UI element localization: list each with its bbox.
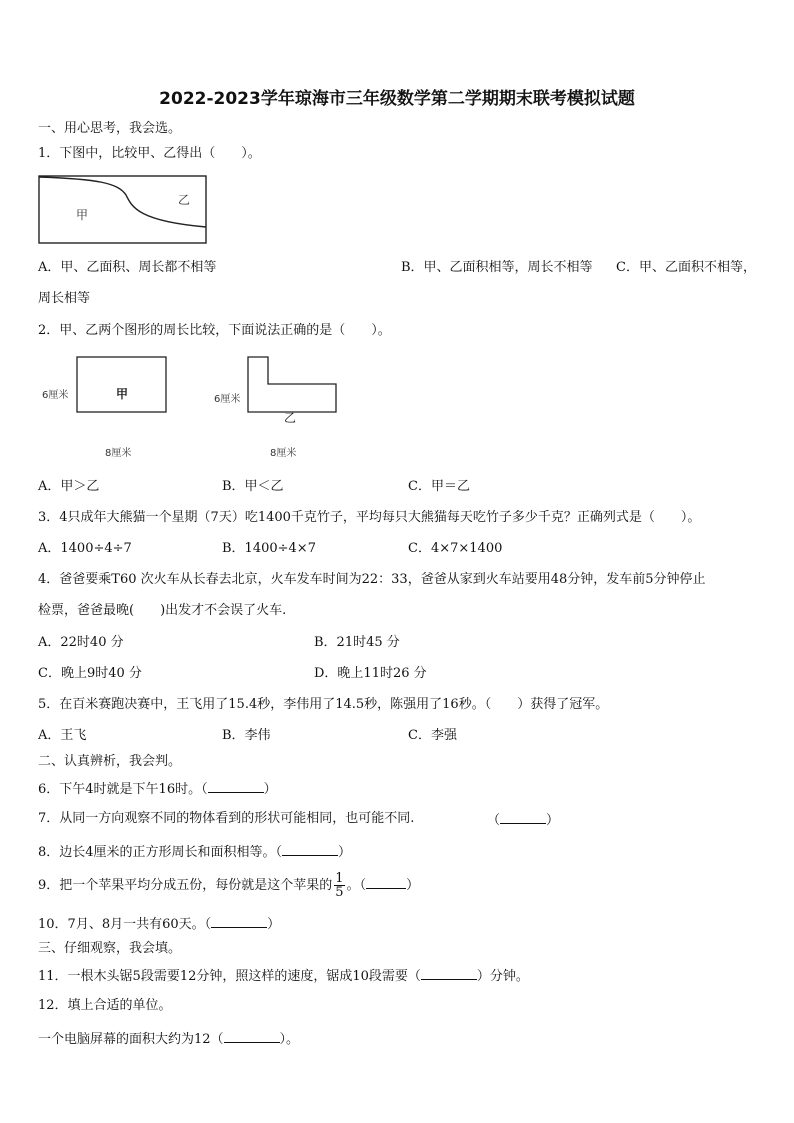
- question-8-answer-blank[interactable]: [282, 843, 338, 856]
- question-5-option-c[interactable]: C．李强: [408, 728, 457, 743]
- question-1-option-a[interactable]: A．甲、乙面积、周长都不相等: [38, 260, 217, 275]
- page-title: 2022-2023学年琼海市三年级数学第二学期期末联考模拟试题: [159, 89, 635, 109]
- question-10-stem: 10．7月、8月一共有60天。（: [38, 917, 212, 932]
- section-heading-3: 三、仔细观察，我会填。: [38, 941, 182, 956]
- question-6-stem: 6．下午4时就是下午16时。（: [38, 782, 208, 797]
- question-7-answer-blank[interactable]: [500, 811, 546, 824]
- question-3-option-a[interactable]: A．1400÷4÷7: [38, 541, 132, 556]
- question-9-close: ）: [406, 878, 420, 893]
- question-2-figures: [38, 350, 348, 465]
- question-8-close: ）: [338, 845, 352, 860]
- question-10: [38, 915, 280, 933]
- question-8: [38, 843, 351, 861]
- figure-yi-label: 乙: [284, 411, 297, 425]
- question-9-stem: 9．把一个苹果平均分成五份，每份就是这个苹果的: [38, 878, 333, 893]
- question-12-close: ）。: [279, 1032, 300, 1047]
- question-4-option-a[interactable]: A．22时40 分: [38, 635, 124, 650]
- question-1-label-yi: 乙: [178, 193, 191, 207]
- question-4-stem-line-2: 检票，爸爸最晚( )出发才不会误了火车.: [38, 603, 287, 618]
- question-2-option-a[interactable]: A．甲＞乙: [38, 479, 100, 494]
- section-heading-2: 二、认真辨析，我会判。: [38, 754, 182, 769]
- figure-yi-side-label: 6厘米: [214, 394, 241, 405]
- question-1-option-b[interactable]: B．甲、乙面积相等，周长不相等: [401, 260, 593, 275]
- question-4-stem-line-1: 4．爸爸要乘T60 次火车从长春去北京，火车发车时间为22：33，爸爸从家到火车站要用48分钟，发车前5分钟停止: [38, 572, 706, 587]
- question-7-open: （: [487, 813, 501, 828]
- question-3-stem: 3．4只成年大熊猫一个星期（7天）吃1400千克竹子，平均每只大熊猫每天吃竹子多少千克？正确列式是（ ）。: [38, 510, 701, 525]
- question-1-option-c-continued: 周长相等: [38, 291, 91, 306]
- question-12-answer-blank[interactable]: [224, 1030, 280, 1043]
- question-8-stem: 8．边长4厘米的正方形周长和面积相等。（: [38, 845, 283, 860]
- question-4-option-c[interactable]: C．晚上9时40 分: [38, 666, 142, 681]
- question-12-line: [38, 1030, 299, 1048]
- question-5-option-b[interactable]: B．李伟: [222, 728, 271, 743]
- question-6-close: ）: [263, 782, 277, 797]
- section-heading-1: 一、用心思考，我会选。: [38, 121, 182, 136]
- fraction-numerator: 1: [335, 871, 344, 886]
- question-10-answer-blank[interactable]: [211, 915, 267, 928]
- question-2-stem: 2．甲、乙两个图形的周长比较，下面说法正确的是（ ）。: [38, 323, 391, 338]
- question-7-stem: 7．从同一方向观察不同的物体看到的形状可能相同，也可能不同.: [38, 811, 415, 826]
- question-7: [38, 811, 414, 827]
- question-3-option-c[interactable]: C．4×7×1400: [408, 541, 503, 556]
- question-9: [38, 868, 419, 904]
- fraction-denominator: 5: [335, 885, 344, 900]
- question-10-close: ）: [267, 917, 281, 932]
- question-12-text: 一个电脑屏幕的面积大约为12（: [38, 1032, 224, 1047]
- question-2-option-c[interactable]: C．甲＝乙: [408, 479, 470, 494]
- fraction-one-fifth: [334, 872, 344, 899]
- figure-jia-side-label: 6厘米: [42, 390, 69, 401]
- figure-yi-bottom-label: 8厘米: [270, 448, 297, 459]
- question-4-option-d[interactable]: D．晚上11时26 分: [314, 666, 427, 681]
- figure-jia-rect: [77, 357, 166, 412]
- question-1-option-c[interactable]: C．甲、乙面积不相等，: [616, 260, 756, 275]
- question-1-figure: [38, 175, 208, 245]
- figure-jia-label: 甲: [116, 387, 129, 401]
- question-6: [38, 780, 277, 798]
- question-9-mid: 。（: [346, 878, 367, 893]
- question-4-option-b[interactable]: B．21时45 分: [314, 635, 400, 650]
- question-7-close: ）: [546, 813, 560, 828]
- figure-jia-bottom-label: 8厘米: [105, 448, 132, 459]
- question-12-stem: 12．填上合适的单位。: [38, 998, 172, 1013]
- question-1-stem: 1．下图中，比较甲、乙得出（ ）。: [38, 146, 261, 161]
- question-5-option-a[interactable]: A．王飞: [38, 728, 87, 743]
- question-11-answer-blank[interactable]: [421, 967, 477, 980]
- question-11-stem: 11．一根木头锯5段需要12分钟，照这样的速度，锯成10段需要（: [38, 969, 421, 984]
- question-3-option-b[interactable]: B．1400÷4×7: [222, 541, 316, 556]
- question-1-label-jia: 甲: [76, 208, 89, 222]
- question-9-answer-blank[interactable]: [366, 876, 406, 889]
- question-6-answer-blank[interactable]: [208, 780, 264, 793]
- question-11-close: ）分钟。: [476, 969, 529, 984]
- figure-yi-shape: [248, 357, 336, 412]
- question-2-option-b[interactable]: B．甲＜乙: [222, 479, 284, 494]
- question-5-stem: 5．在百米赛跑决赛中，王飞用了15.4秒，李伟用了14.5秒，陈强用了16秒。（ ）获得了冠军。: [38, 697, 609, 712]
- question-11: [38, 967, 529, 985]
- question-7-answer: [487, 811, 559, 829]
